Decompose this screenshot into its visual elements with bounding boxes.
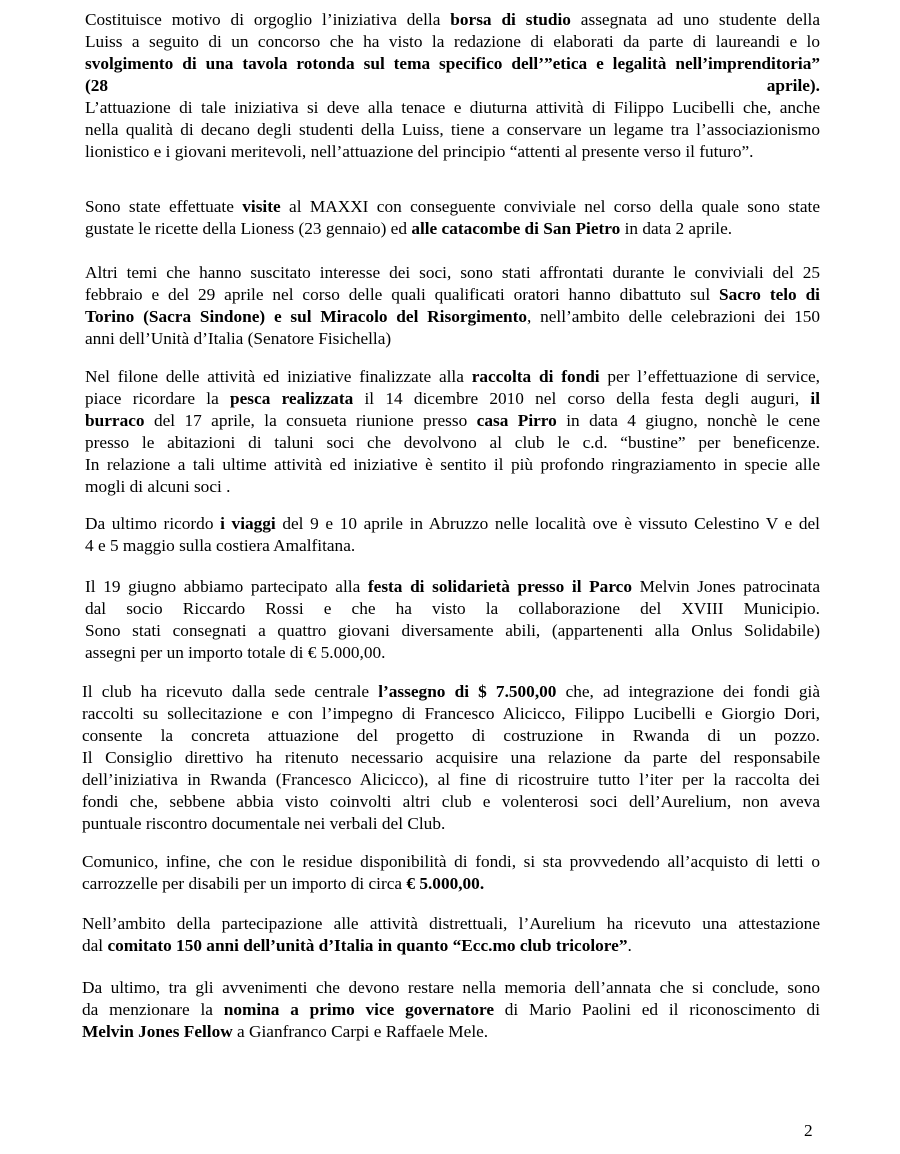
text-run: Nel filone delle attività ed iniziative finalizzate alla [85, 367, 472, 386]
text-line [82, 725, 820, 747]
text-line [82, 791, 820, 813]
paragraph-festa-solidarieta [85, 576, 820, 664]
bold-text: svolgimento di una tavola rotonda sul tema specifico dell’”etica e legalità nell’imprenditoria” [85, 54, 820, 73]
text-run: , nell’ambito delle celebrazioni dei 150 [527, 307, 820, 326]
paragraph-comunico [82, 851, 820, 895]
bold-text: comitato 150 anni dell’unità d’Italia in quanto “Ecc.mo club tricolore” [107, 936, 628, 955]
text-line [85, 119, 820, 141]
text-run: per l’effettuazione di service, [599, 367, 820, 386]
text-run: Costituisce motivo di orgoglio l’iniziativa della [85, 10, 451, 29]
text-line [85, 454, 820, 476]
bold-text: € 5.000,00. [406, 874, 485, 893]
text-line [85, 218, 820, 240]
text-line [82, 769, 820, 791]
text-line [85, 432, 820, 454]
text-run: assegni per un importo totale di € 5.000,00. [85, 643, 386, 662]
bold-text: Melvin Jones Fellow [82, 1022, 233, 1041]
paragraph-raccolta-fondi [85, 366, 820, 498]
paragraph-altri-temi [85, 262, 820, 350]
bold-text: casa Pirro [476, 411, 557, 430]
text-line [85, 620, 820, 642]
bold-text: pesca realizzata [230, 389, 354, 408]
text-run: Sono state effettuate [85, 197, 243, 216]
paragraph-viaggi [85, 513, 820, 557]
text-line [82, 913, 820, 935]
text-run: del 9 e 10 aprile in Abruzzo nelle località ove è vissuto Celestino V e del [275, 514, 820, 533]
text-run: Nell’ambito della partecipazione alle attività distrettuali, l’Aurelium ha ricevuto una attestazione [82, 914, 820, 933]
paragraph-visite [85, 196, 820, 240]
bold-text: i viaggi [220, 514, 276, 533]
text-run: Comunico, infine, che con le residue disponibilità di fondi, si sta provvedendo all’acquisto di letti o [82, 852, 820, 871]
text-line [82, 813, 820, 835]
text-run: raccolti su sollecitazione e con l’impegno di Francesco Alicicco, Filippo Lucibelli e Giorgio Dori, [82, 704, 820, 723]
text-line [82, 977, 820, 999]
text-run: nella qualità di decano degli studenti della Luiss, tiene a conservare un legame tra l’associazionismo [85, 120, 820, 139]
text-run: Altri temi che hanno suscitato interesse dei soci, sono stati affrontati durante le conviviali del 25 [85, 263, 820, 282]
text-line [85, 642, 820, 664]
text-run: piace ricordare la [85, 389, 231, 408]
text-line [85, 75, 820, 97]
text-run: in data 2 aprile. [620, 219, 733, 238]
bold-text: raccolta di fondi [471, 367, 600, 386]
paragraph-assegno-rwanda [82, 681, 820, 835]
text-line [85, 366, 820, 388]
text-run: che, ad integrazione dei fondi già [556, 682, 821, 701]
bold-text: festa di solidarietà presso il Parco [367, 577, 632, 596]
text-line [82, 851, 820, 873]
text-line [85, 410, 820, 432]
text-run: consente la concreta attuazione del progetto di costruzione in Rwanda di un pozzo. [82, 726, 820, 745]
text-run: al MAXXI con conseguente conviviale nel corso della quale sono state [280, 197, 820, 216]
text-line [85, 31, 820, 53]
paragraph-avvenimenti [82, 977, 820, 1043]
text-run: Da ultimo, tra gli avvenimenti che devono restare nella memoria dell’annata che si conclude, sono [82, 978, 820, 997]
text-line [85, 284, 820, 306]
text-run: Luiss a seguito di un concorso che ha visto la redazione di elaborati da parte di laureandi e lo [85, 32, 820, 51]
text-run: mogli di alcuni soci . [85, 477, 231, 496]
text-run: dal [82, 936, 108, 955]
text-line [85, 388, 820, 410]
text-line [82, 1021, 820, 1043]
text-run: da menzionare la [82, 1000, 224, 1019]
bold-text: burraco [85, 411, 145, 430]
text-run: di Mario Paolini ed il riconoscimento di [494, 1000, 820, 1019]
text-line [85, 598, 820, 620]
text-run: presso le abitazioni di taluni soci che devolvono al club le c.d. “bustine” per beneficenze. [85, 433, 820, 452]
bold-text: l’assegno di $ 7.500,00 [378, 682, 557, 701]
text-run: il 14 dicembre 2010 nel corso della festa degli auguri, [353, 389, 811, 408]
text-line [82, 747, 820, 769]
text-run: Sono stati consegnati a quattro giovani diversamente abili, (appartenenti alla Onlus Solidabile) [85, 621, 820, 640]
text-run: puntuale riscontro documentale nei verbali del Club. [82, 814, 446, 833]
bold-text: Sacro telo di [719, 285, 820, 304]
text-line [85, 97, 820, 119]
text-line [85, 141, 820, 163]
text-run: anni dell’Unità d’Italia (Senatore Fisichella) [85, 329, 392, 348]
text-run: del 17 aprile, la consueta riunione presso [144, 411, 477, 430]
text-run: lionistico e i giovani meritevoli, nell’attuazione del principio “attenti al presente verso il futuro”. [85, 142, 754, 161]
text-run: in data 4 giugno, nonchè le cene [556, 411, 820, 430]
bold-text: nomina a primo vice governatore [223, 1000, 495, 1019]
text-run: Melvin Jones patrocinata [632, 577, 820, 596]
paragraph-attivita-distrettuali [82, 913, 820, 957]
text-run: 4 e 5 maggio sulla costiera Amalfitana. [85, 536, 356, 555]
text-run: Il Consiglio direttivo ha ritenuto necessario acquisire una relazione da parte del responsabile [82, 748, 820, 767]
text-line [85, 535, 820, 557]
text-line [82, 999, 820, 1021]
text-run: carrozzelle per disabili per un importo di circa [82, 874, 407, 893]
bold-text: borsa di studio [450, 10, 571, 29]
text-run: Il club ha ricevuto dalla sede centrale [82, 682, 379, 701]
text-run: gustate le ricette della Lioness (23 gennaio) ed [85, 219, 412, 238]
text-line [85, 196, 820, 218]
text-run: a Gianfranco Carpi e Raffaele Mele. [232, 1022, 489, 1041]
bold-text: Torino (Sacra Sindone) e sul Miracolo del Risorgimento [85, 307, 528, 326]
text-line [85, 576, 820, 598]
text-line [85, 9, 820, 31]
page-number: 2 [804, 1121, 813, 1140]
text-run: febbraio e del 29 aprile nel corso delle quali qualificati oratori hanno dibattuto sul [85, 285, 720, 304]
bold-text: visite [242, 197, 281, 216]
text-line [85, 513, 820, 535]
paragraph-borsa-di-studio [85, 9, 820, 163]
text-line [85, 476, 820, 498]
text-run: L’attuazione di tale iniziativa si deve alla tenace e diuturna attività di Filippo Lucibelli che, anche [85, 98, 820, 117]
text-run: dal socio Riccardo Rossi e che ha visto la collaborazione del XVIII Municipio. [85, 599, 820, 618]
bold-text: alle catacombe di San Pietro [411, 219, 621, 238]
text-line [82, 873, 820, 895]
text-line [85, 262, 820, 284]
text-line [85, 328, 820, 350]
text-run: dell’iniziativa in Rwanda (Francesco Alicicco), al fine di ricostruire tutto l’iter per la raccolta dei [82, 770, 820, 789]
text-line [82, 703, 820, 725]
text-run: assegnata ad uno studente della [570, 10, 820, 29]
bold-text: (28 aprile). [85, 76, 820, 95]
text-run: In relazione a tali ultime attività ed iniziative è sentito il più profondo ringraziamento in specie alle [85, 455, 820, 474]
text-line [85, 306, 820, 328]
text-run: Da ultimo ricordo [85, 514, 221, 533]
text-line [82, 935, 820, 957]
text-line [85, 53, 820, 75]
text-run: . [627, 936, 632, 955]
text-line [82, 681, 820, 703]
bold-text: il [810, 389, 820, 408]
text-run: Il 19 giugno abbiamo partecipato alla [85, 577, 368, 596]
text-run: fondi che, sebbene abbia visto coinvolti altri club e volenterosi soci dell’Aurelium, non aveva [82, 792, 820, 811]
